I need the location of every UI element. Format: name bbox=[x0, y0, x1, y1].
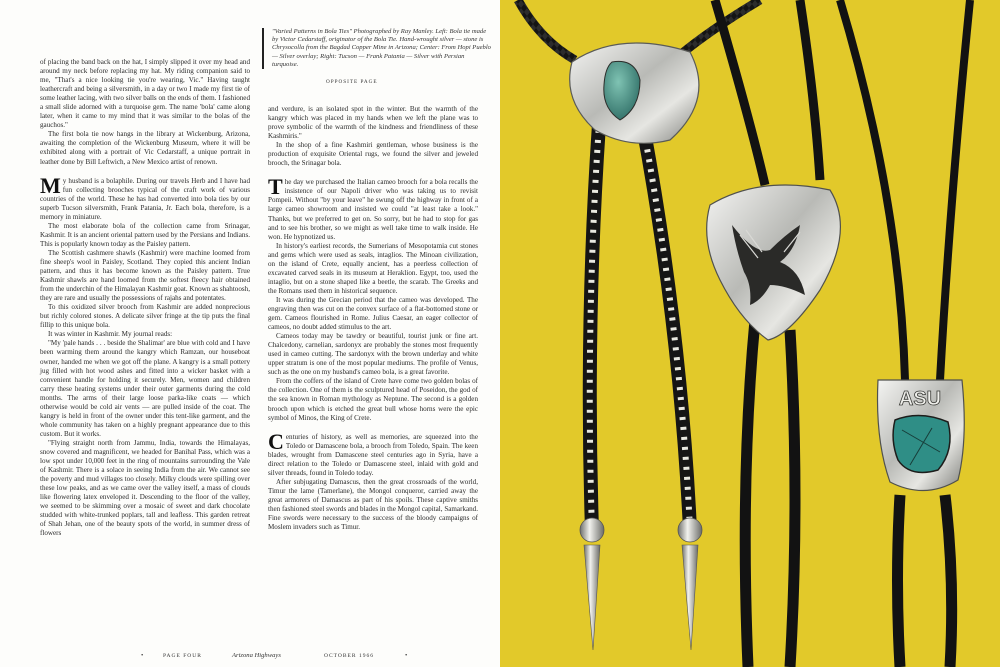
footer-page-number: PAGE FOUR bbox=[163, 653, 202, 659]
section-block bbox=[268, 428, 478, 478]
footer-bullet: • bbox=[141, 652, 144, 659]
text-column-1 bbox=[40, 58, 250, 538]
paragraph: It was winter in Kashmir. My journal reads: bbox=[48, 330, 173, 339]
photo-caption: "Varied Patterns in Bola Ties" Photographed by Ray Manley. Left: Bola tie made by Victor Cedarstaff, originator of the Bola Tie. Hand-wrought silver — stone is Chrysocolla from the Bagdad Copper Mine in Arizona; Center: From Hopi Pueblo — Silver overlay; Right: Tucson — Frank Patania — Silver with Persian turquoise. bbox=[262, 28, 492, 69]
persian-turquoise-stones bbox=[893, 415, 950, 472]
tip-ball bbox=[580, 518, 604, 542]
paragraph-with-dropcap bbox=[268, 174, 478, 241]
paragraph: "Flying straight north from Jammu, India, towards the Himalayas, snow covered and magnificent, we headed for Banihal Pass, which was a low spot under 10,000 feet in the ring of mountains surrounding the Vale of Kashmir. There is a solace in seeing India from the air. We cannot see the poverty and mud villages too closely. Milky clouds were spilling over these low peaks, and as we came over the valley itself, a mass of clouds like flowering latex enveloped it. Descending to the floor of the valley, we seemed to be skimming over a mosaic of sweet and dark chocolate studded with white-trunked poplars, tall and leafless. This garden retreat of Shah Jehan, one of the beauty spots of the world, in summer dress of flowers bbox=[40, 438, 250, 538]
paragraph: The most elaborate bola of the collection came from Srinagar, Kashmir. It is an ancient oriental pattern used by the Persians and Indians. This is popularly known today as the Paisley pattern. bbox=[40, 221, 250, 248]
paragraph-text: y husband is a bolaphile. During our travels Herb and I have had fun collecting brooches typical of the craft work of various countries of the world. These he has had converted into bola ties by our superb Tucson silversmith, Frank Patania, Jr. Each bola, therefore, is a memory in miniature. bbox=[40, 176, 250, 221]
cord bbox=[945, 495, 952, 667]
paragraph: In history's earliest records, the Sumerians of Mesopotamia cut stones and gems which were used as seals, intaglios. The Minoan civilization, on the island of Crete, equally ancient, has a peerless collection of excavated carved seals in its museum at Heraklion. Egypt, too, used the intaglio, but on a stone shaped like a beetle, the scarab. The Greeks and the Romans used them in historical sequence. bbox=[268, 241, 478, 295]
drop-cap: M bbox=[40, 172, 61, 198]
paragraph: It was during the Grecian period that the cameo was developed. The engraving then was cut on the convex surface of a flat-bottomed stone or gem. Cameos flourished in Rome. Julius Caesar, an eager collector of cameos, no doubt added stimulus to the art. bbox=[268, 295, 478, 332]
footer-date: OCTOBER 1966 bbox=[324, 653, 374, 659]
asu-letters: ASU bbox=[898, 388, 942, 410]
drop-cap: C bbox=[268, 428, 284, 454]
paragraph-with-dropcap bbox=[40, 172, 250, 222]
paragraph-text: enturies of history, as well as memories, are squeezed into the Toledo or Damascene bola, a brooch from Toledo, Spain. The keen blades, wrought from Damascene steel centuries ago in Syria, have a direct relation to the Toledo or Damascene steel, inlaid with gold and silver threads, found in Toledo today. bbox=[268, 432, 478, 477]
paragraph: From the coffers of the island of Crete have come two golden bolas of the collection. One of them is the sculptured head of Poseidon, the god of the sea known in Roman mythology as Neptune. The second is a golden brooch upon which is etched the great bull whose horns were the epic symbol of Minos, the King of Crete. bbox=[268, 377, 478, 422]
paragraph: Cameos today may be tawdry or beautiful, tourist junk or fine art. Chalcedony, carnelian, sardonyx are probably the stones most frequently used in cameo cutting. The sardonyx with the brown underlay and white upper stratum is one of the most popular mediums. The profile of Venus, such as the one on my husband's cameo bola, is a great favorite. bbox=[268, 332, 478, 377]
opposite-page-label: OPPOSITE PAGE bbox=[326, 79, 378, 85]
cord bbox=[790, 330, 795, 667]
bola-ties-photo bbox=[500, 0, 1000, 667]
paragraph: of placing the band back on the hat, I simply slipped it over my head and around my neck before replacing my hat. My riding companion said to me, "That's a nice looking tie you're wearing, Vic." Having taught leathercraft and being a silversmith, in a day or two I made my first tie of some leather lacing, with two silver balls on the ends of them. I fashioned a small slide adorned with a turquoise gem. The name 'bola' came along later, when it came to my mind that it was similar to the bolas of the gauchos." bbox=[40, 58, 250, 130]
paragraph: "My 'pale hands . . . beside the Shalimar' are blue with cold and I have been warming them around the kangry which Ramzan, our houseboat owner, handed me when we got off the plane. A kangry is a small pottery jug filled with hot wood ashes and fitted into a wicker basket with a convenient handle for holding it securely. Men, women and children carry these heating systems under their outer garments during the cold months. The arms of their large loose parka-like coats — which otherwise would be cold air vents — are pulled inside of the coat. The kangry is held in front of the owner under this tent-like garment, and the whole community has taken on a highly pregnant appearance due to this custom. But it works. bbox=[40, 339, 250, 438]
cord bbox=[898, 495, 901, 667]
section-block bbox=[40, 172, 250, 222]
paragraph-with-dropcap bbox=[268, 428, 478, 478]
footer-magazine-name: Arizona Highways bbox=[232, 652, 281, 659]
paragraph: and verdure, is an isolated spot in the winter. But the warmth of the kangry which was placed in my hands when we left the plane was to prove symbolic of the warmth of the kindness and friendliness of these Kashmiris." bbox=[268, 105, 478, 141]
footer-bullet: • bbox=[405, 652, 408, 659]
section-block bbox=[268, 174, 478, 241]
text-column-2 bbox=[268, 105, 478, 532]
paragraph: The Scottish cashmere shawls (Kashmir) were machine loomed from fine sheep's wool in Paisley, Scotland. They copied this ancient Indian pattern, and thus it has become known as the Paisley pattern. True Kashmir shawls are hand loomed from the softest fleecy hair obtained from the underchin of the Himalayan Kashmir goat. Known as shahtoosh, they are rare and usually the possessions of rajahs and potentates. bbox=[40, 248, 250, 303]
paragraph: To this oxidized silver brooch from Kashmir are added nonprecious but richly colored stones. A delicate silver fringe at the tip puts the final fillip to this unique bola. bbox=[40, 303, 250, 330]
paragraph: In the shop of a fine Kashmiri gentleman, whose business is the production of exquisite Oriental rugs, we found the silver and jeweled brooch, the Srinagar bola. bbox=[268, 141, 478, 168]
bola-slide-asu bbox=[878, 380, 965, 491]
drop-cap: T bbox=[268, 174, 283, 200]
tip-ball bbox=[678, 518, 702, 542]
paragraph-text: he day we purchased the Italian cameo brooch for a bola recalls the insistence of our Napoli driver who was taking us to revisit Pompeii. Without "by your leave" he swung off the highway in front of a large cameo showroom and insisted we could "at least take a look." Thanks, but we preferred to get on. So sorry, but he had to stop for gas and to see his brother, so we might as well take time to walk inside. He won. He hypnotized us. bbox=[268, 178, 478, 241]
paragraph: After subjugating Damascus, then the great crossroads of the world, Timur the lame (Tamerlane), the Mongol conqueror, carried away the great armorers of Damascus as part of his spoils. These captive smiths then fashioned steel swords and blades in the Mongol capital, Samarkand. Fine swords were necessary to the success of the bloody campaigns of Moslem invaders such as Timur. bbox=[268, 477, 479, 532]
paragraph: The first bola tie now hangs in the library at Wickenburg, Arizona, awaiting the completion of the Wickenburg Museum, where it will be exhibited along with a portrait of Vic Cedarstaff, a unique portrait in leather done by Bill Leftwich, a New Mexico artist of renown. bbox=[40, 130, 250, 166]
